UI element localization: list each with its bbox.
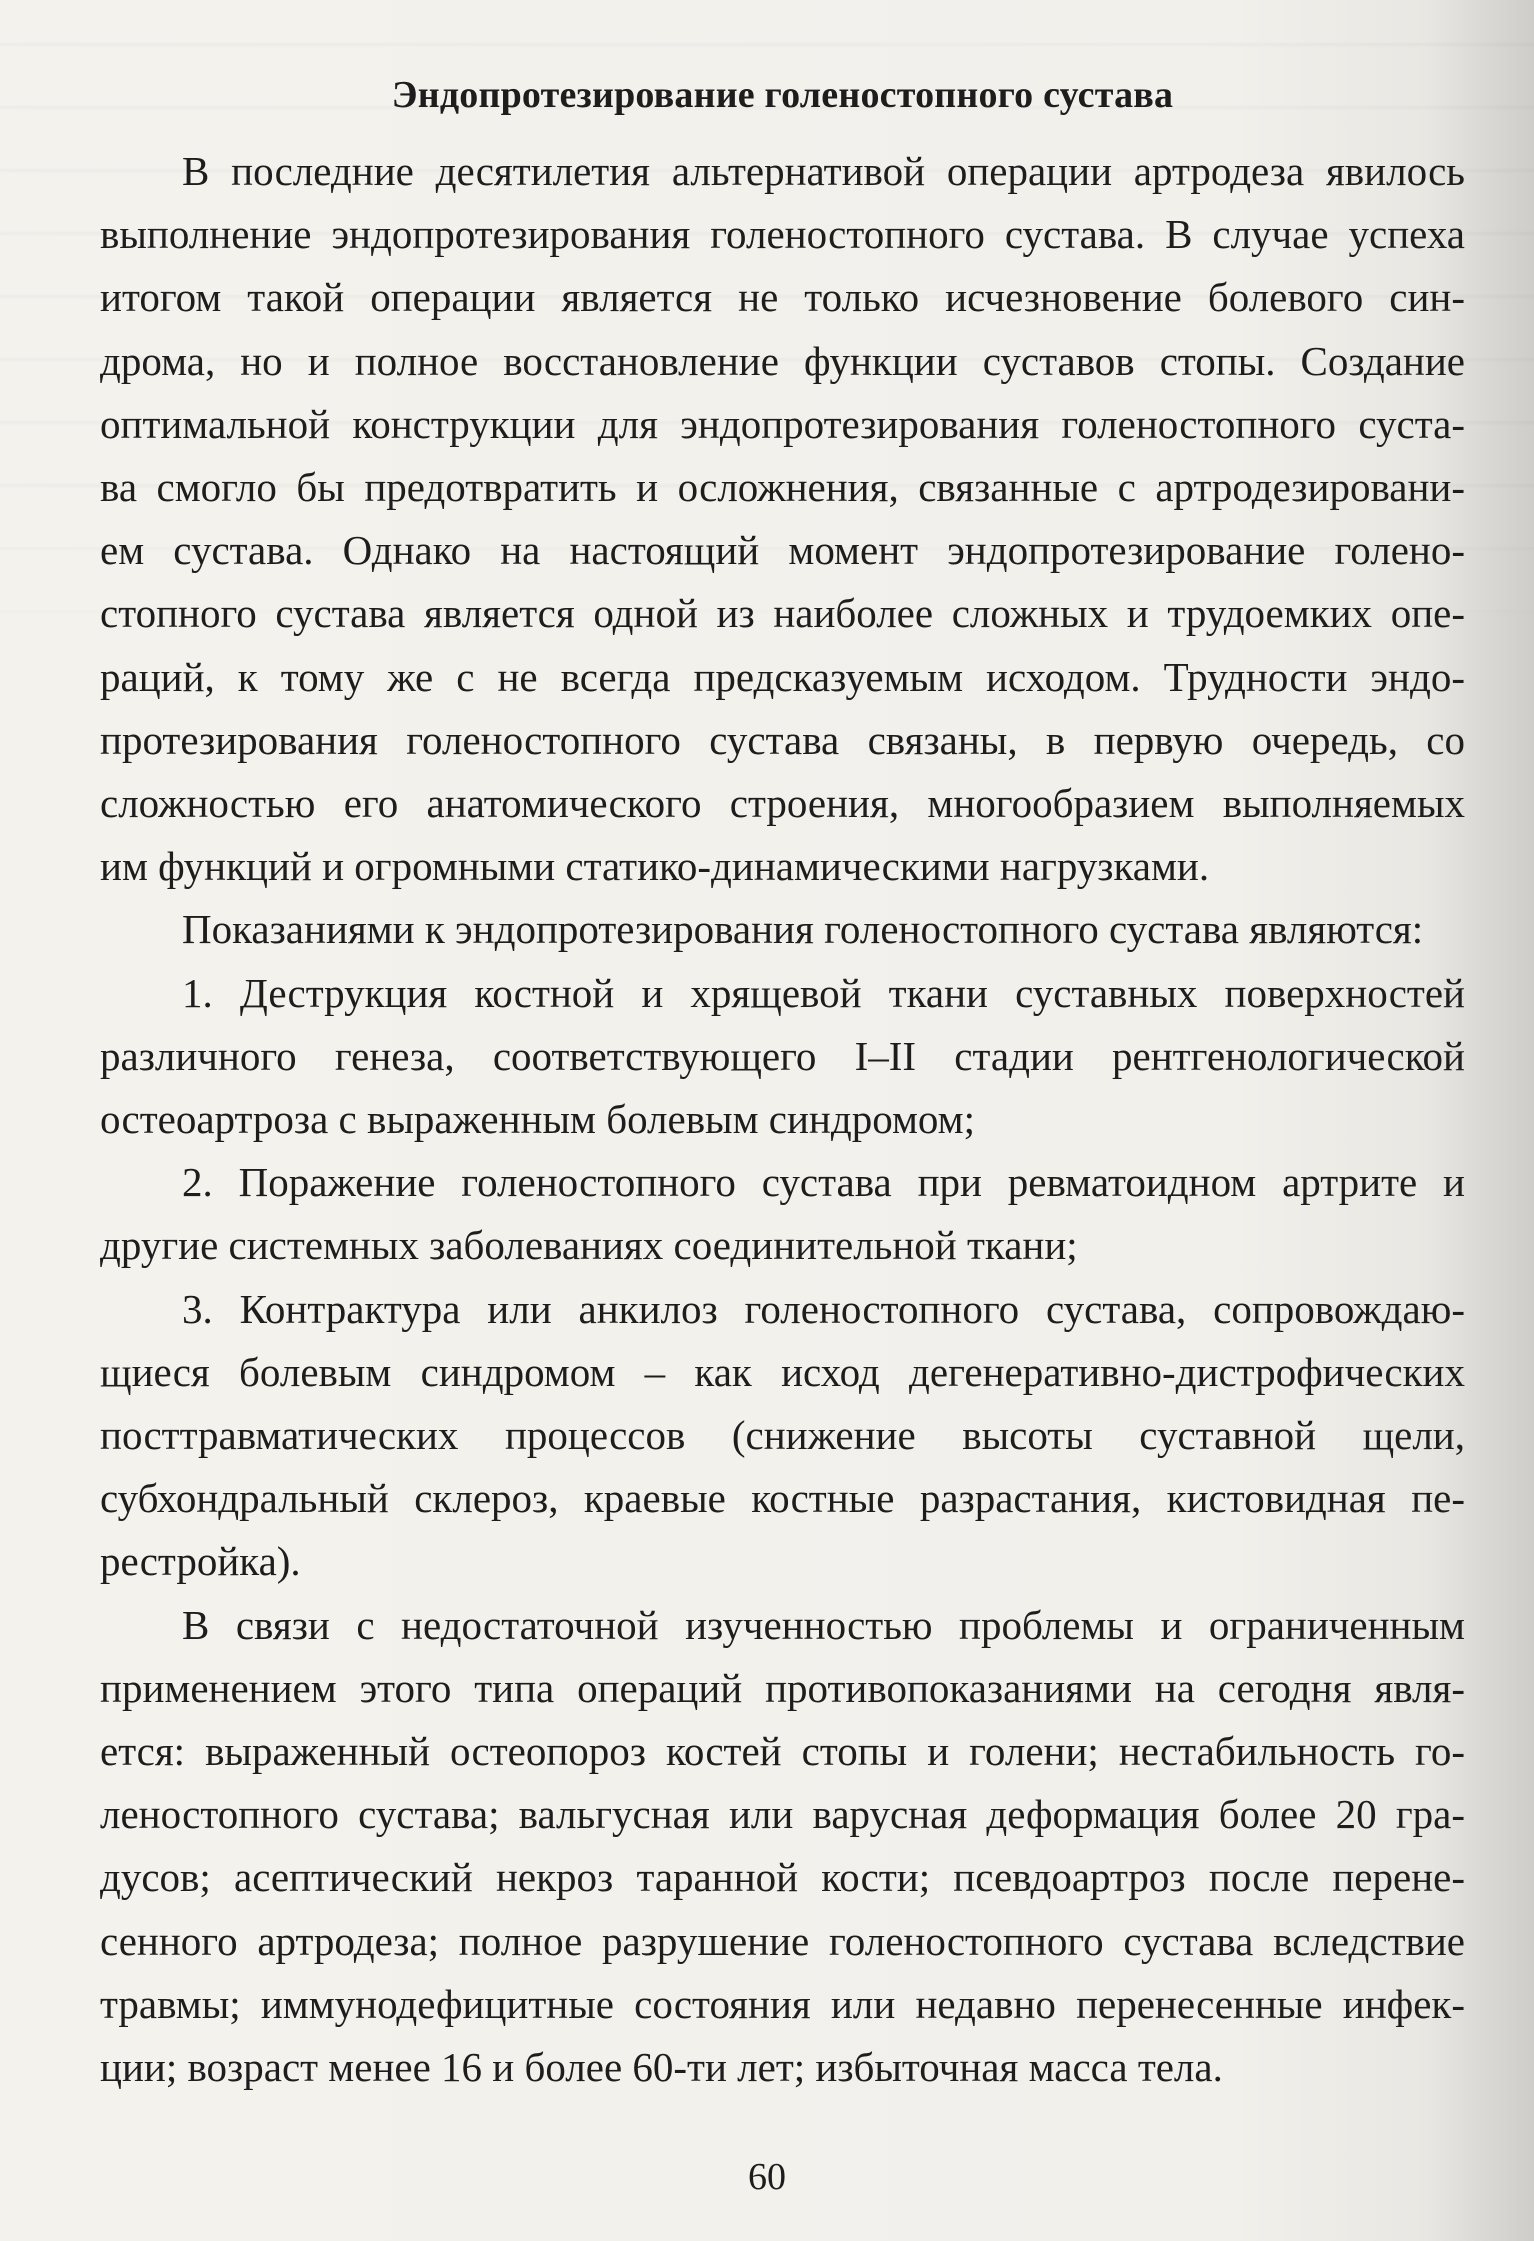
text-line: В последние десятилетия альтернативой операции артродеза явилось <box>182 148 1465 194</box>
text-line: ем сустава. Однако на настоящий момент эндопротезирование голено- <box>100 527 1465 574</box>
text-line: ется: выраженный остеопороз костей стопы и голени; нестабильность го- <box>100 1728 1465 1775</box>
indication-item-3 <box>100 1278 1465 1594</box>
text-line: сложностью его анатомического строения, многообразием выполняемых <box>100 780 1465 827</box>
text-line: применением этого типа операций противопоказаниями на сегодня явля- <box>100 1664 1465 1711</box>
text-line: выполнение эндопротезирования голеностопного сустава. В случае успеха <box>100 211 1465 258</box>
text-line: травмы; иммунодефицитные состояния или недавно перенесенные инфек- <box>100 1980 1465 2027</box>
section-title: Эндопротезирование голеностопного сустава <box>391 74 1174 116</box>
text-line: 1. Деструкция костной и хрящевой ткани суставных поверхностей <box>182 969 1465 1016</box>
text-line: сенного артродеза; полное разрушение голеностопного сустава вследствие <box>100 1917 1465 1964</box>
text-line: ции; возраст менее 16 и более 60-ти лет; избыточная масса тела. <box>100 2044 1223 2091</box>
text-line: итогом такой операции является не только исчезновение болевого син- <box>100 274 1465 321</box>
text-line: щиеся болевым синдромом – как исход дегенеративно-дистрофических <box>100 1348 1465 1395</box>
text-line: посттравматических процессов (снижение высоты суставной щели, <box>100 1412 1465 1459</box>
text-line: им функций и огромными статико-динамическими нагрузками. <box>100 843 1210 890</box>
text-line: 3. Контрактура или анкилоз голеностопного сустава, сопровождаю- <box>182 1285 1465 1332</box>
text-line: субхондральный склероз, краевые костные разрастания, кистовидная пе- <box>100 1475 1465 1522</box>
indication-item-1 <box>100 962 1465 1152</box>
text-line: 2. Поражение голеностопного сустава при ревматоидном артрите и <box>182 1159 1465 1206</box>
text-line: В связи с недостаточной изученностью проблемы и ограниченным <box>182 1601 1465 1648</box>
intro-paragraph <box>100 140 1465 898</box>
text-line: остеоартроза с выраженным болевым синдромом; <box>100 1096 975 1143</box>
text-line: оптимальной конструкции для эндопротезирования голеностопного суста- <box>100 400 1465 447</box>
text-line: леностопного сустава; вальгусная или варусная деформация более 20 гра- <box>100 1791 1465 1838</box>
text-line: различного генеза, соответствующего I–II стадии рентгенологической <box>100 1032 1465 1079</box>
text-line: ва смогло бы предотвратить и осложнения, связанные с артродезировани- <box>100 464 1465 511</box>
text-line: другие системных заболеваниях соединительной ткани; <box>100 1222 1078 1269</box>
text-line: дусов; асептический некроз таранной кости; псевдоартроз после перене- <box>100 1854 1465 1901</box>
text-line: протезирования голеностопного сустава связаны, в первую очередь, со <box>100 716 1465 763</box>
text-line: Показаниями к эндопротезирования голеностопного сустава являются: <box>182 906 1424 953</box>
indications-intro <box>100 898 1465 961</box>
page-content <box>100 70 1465 2099</box>
text-line: раций, к тому же с не всегда предсказуемым исходом. Трудности эндо- <box>100 653 1465 700</box>
text-line: дрома, но и полное восстановление функции суставов стопы. Создание <box>100 337 1465 384</box>
indication-item-2 <box>100 1151 1465 1277</box>
page-number: 60 <box>748 2156 786 2198</box>
contraindications-paragraph <box>100 1594 1465 2100</box>
text-line: стопного сустава является одной из наиболее сложных и трудоемких опе- <box>100 590 1465 637</box>
text-line: рестройка). <box>100 1538 301 1585</box>
